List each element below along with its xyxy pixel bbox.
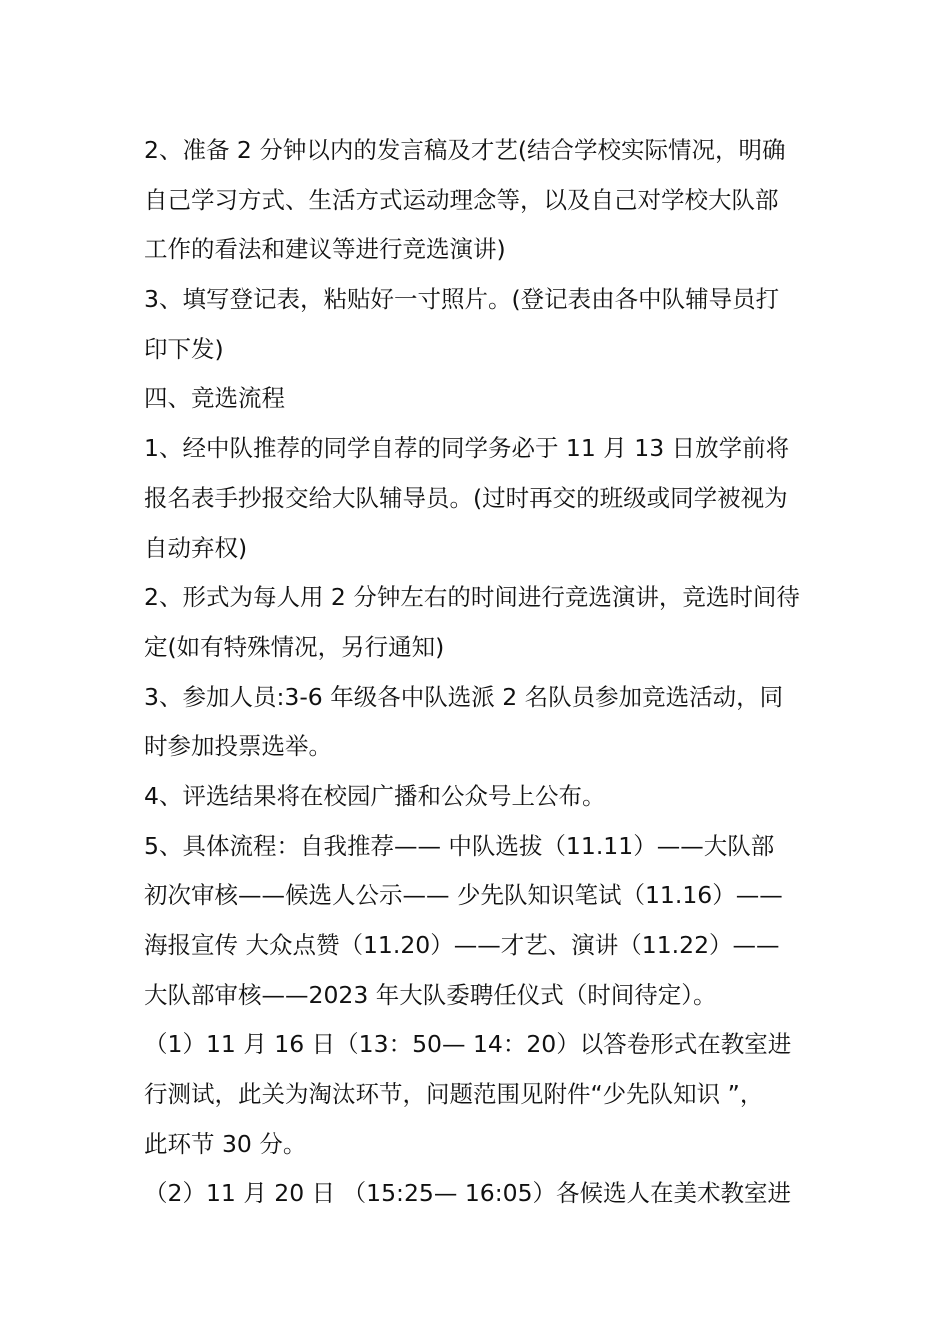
text-line: 自动弃权) — [144, 533, 248, 562]
text-line: 5、具体流程：自我推荐—— 中队选拔（11.11）——大队部 — [144, 831, 775, 860]
text-line: 2、形式为每人用 2 分钟左右的时间进行竞选演讲，竞选时间待 — [144, 583, 800, 612]
text-line: 大队部审核——2023 年大队委聘任仪式（时间待定）。 — [144, 980, 717, 1009]
text-line: （1）11 月 16 日（13：50— 14：20）以答卷形式在教室进 — [144, 1030, 792, 1059]
text-line: 印下发) — [144, 334, 224, 363]
text-line: （2）11 月 20 日 （15:25— 16:05）各候选人在美术教室进 — [144, 1179, 792, 1208]
text-line: 海报宣传 大众点赞（11.20）——才艺、演讲（11.22）—— — [144, 931, 780, 959]
text-line: 3、参加人员:3-6 年级各中队选派 2 名队员参加竞选活动，同 — [144, 682, 784, 711]
text-line: 4、评选结果将在校园广播和公众号上公布。 — [144, 781, 606, 810]
document-body — [144, 126, 812, 1219]
text-line: 行测试，此关为淘汰环节，问题范围见附件“少先队知识 ”， — [144, 1080, 764, 1109]
text-line: 工作的看法和建议等进行竞选演讲) — [144, 235, 506, 264]
text-line: 1、经中队推荐的同学自荐的同学务必于 11 月 13 日放学前将 — [144, 434, 790, 463]
text-line: 报名表手抄报交给大队辅导员。(过时再交的班级或同学被视为 — [144, 483, 788, 512]
text-line: 时参加投票选举。 — [144, 732, 332, 761]
section-heading: 四、竞选流程 — [144, 384, 285, 413]
text-line: 2、准备 2 分钟以内的发言稿及才艺(结合学校实际情况，明确 — [144, 136, 786, 164]
text-line: 定(如有特殊情况，另行通知) — [144, 632, 445, 661]
text-line: 此环节 30 分。 — [144, 1129, 307, 1158]
text-line: 初次审核——候选人公示—— 少先队知识笔试（11.16）—— — [144, 881, 783, 910]
text-line: 自己学习方式、生活方式运动理念等，以及自己对学校大队部 — [144, 185, 779, 214]
text-line: 3、填写登记表，粘贴好一寸照片。(登记表由各中队辅导员打 — [144, 285, 780, 314]
